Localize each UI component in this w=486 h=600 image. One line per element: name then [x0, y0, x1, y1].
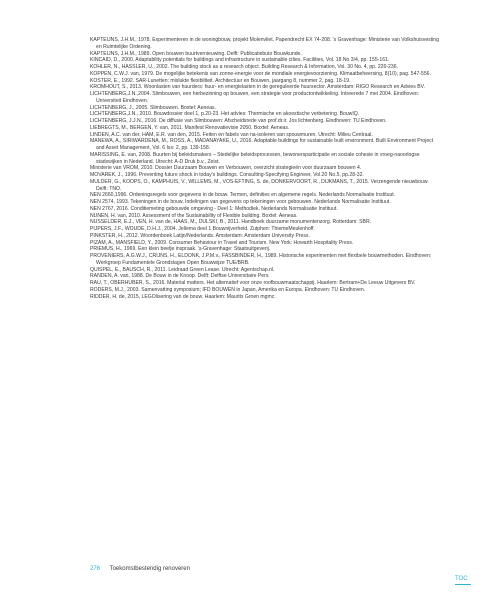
reference-entry: LINDEN, A.C. van der, HAM, E.R. van den, 2015. Feiten en fabels van na-isoleren van spouwmuren. Utrecht: Milieu Centraal.	[90, 131, 373, 138]
reference-entry: KROMHOUT, S., 2013. Woonlasten van huurders: huur- en energielasten in de gereguleerde huursector. Amsterdam: RIGO Research en Advies BV.	[90, 84, 425, 91]
reference-entry: MOVAREK, J., 1996. Preventing future shock in today's buildings. Consulting-Specifying Engineer, Vol.20 No.5, pp.28-32.	[90, 172, 364, 178]
reference-entry: KAPTEIJNS, J.H.M., 1978. Experimenteren in de woningbouw, projekt Molenvliet, Papendrecht EX 74-208. 's Gravenhage: Ministerie van Volkshuisvesting en Ruimtelijke Ordening.	[90, 37, 439, 50]
reference-entry: LIEBREGTS, M., BERGEN, Y. van, 2011. Manifest Renovatievisie 2050. Boxtel: Aeneas.	[90, 124, 290, 131]
reference-entry: KOHLER, N., HASSLER, U., 2002. The building stock as a research object. Building Research & Information, Vol. 30 No. 4, pp. 226-236.	[90, 64, 398, 70]
reference-entry: KOPPEN, C.W.J. van, 1979. De mogelijke betekenis van zonne-energie voor de mondiale energievoorziening. Klimaatbeheersing, 8(10), pag. 547-556.	[90, 70, 431, 77]
reference-entry: PIJPERS, J.F., WOUDE, D.H.J., 2004. Jellema deel 1 Bouwnijverheid. Zutphen: ThiemeMeulenhoff.	[90, 226, 315, 232]
reference-entry: LICHTENBERG, J., 2005. Slimbouwen. Boxtel: Aeneas.	[90, 104, 216, 111]
reference-entry: NUSSELDER, E.J., VEN, H. van de, HAAS, M., DULSKI, B., 2011. Handboek duurzame monumentenzorg. Rotterdam: SBR.	[90, 219, 372, 226]
reference-entry: NEN 2660,1996. Ordeningsregels voor gegevens in de bouw. Termen, definities en algemene regels. Nederlands Normalisatie Instituut.	[90, 192, 396, 199]
page-footer	[90, 566, 190, 572]
reference-entry: PRIEMUS, H., 1969. Een klein beetje inspraak. 's-Gravenhage: Staatsuitgeverij.	[90, 246, 271, 253]
reference-entry: LICHTENBERG,J.N., 2010. Bouwdossier deel 1, p.20-23. Het advies: Thermische en akoestische verbetering. BouwIQ.	[90, 111, 360, 118]
reference-entry: RODERS, M.J., 2003. Samenvatting symposium; IFD BOUWEN in Japan, Amerika en Europa. Eindhoven: TU Eindhoven.	[90, 286, 366, 293]
reference-entry: MULDER, G., KOOPS, O., KAMPHUIS, V., WILLEMS, M., VOS-EFTING, S. de, DONKERVOORT, R., DIJKMANS, T., 2015. Verzengende nieuwbouw. Delft: TNO.	[90, 178, 429, 192]
reference-entry: QUISPEL, E., BAUSCH, R., 2011. Leidraad Green Lease. Utrecht: Agentschap.nl.	[90, 266, 275, 273]
reference-entry: RANDEN, A. van, 1988. De Bouw in de Knoop. Delft: Delftse Universitaire Pers.	[90, 273, 270, 280]
reference-entry: NEN 2767, 2016. Conditiemeting gebouwde omgeving - Deel 1: Methodiek. Nederlands Normalisatie Instituut.	[90, 205, 338, 212]
book-title: Toekomstbestendig renoveren	[109, 566, 190, 572]
reference-entry: RIDDER, H. de, 2015, LEGOlisering van de bouw. Haarlem: Maurits Groen mgmc.	[90, 293, 276, 300]
reference-entry: KINCAID, D., 2000. Adaptability potentials for buildings and infrastructure in sustainable cities. Facilities, Vol. 18 No 3/4, pp. 155-161.	[90, 57, 390, 64]
reference-entry: Ministerie van VROM, 2010. Dossier Duurzaam Bouwen en Verbouwen, overzicht strategieën voor duurzaam bouwen 4.	[90, 165, 362, 172]
reference-entry: KOSTER, E., 1992. SAR-Lunetten: mislukte flexibiliteit. Architectuur en Bouwen, jaargang 8, nummer 2, pag. 18-19.	[90, 77, 351, 84]
reference-entry: KAPTEIJNS, J.H.M., 1989. Open bouwen buurtvernieuwing. Delft: Publicatiebuto Bouwkunde.	[90, 50, 302, 57]
reference-entry: RAU, T., OBERHUBER, S., 2016. Material matters. Het alternatief voor onze roofbouwmaatschappij. Haarlem: Bertram+De Leeuw Uitgevers BV.	[90, 280, 416, 286]
reference-entry: NUNEN, H. van, 2010. Assessment of the Sustainability of Flexible building. Boxtel: Aeneas.	[90, 212, 298, 219]
reference-entry: LICHTENBERG, J.J.N., 2016. De diffusie van Slimbouwen: Afscheidsrede van prof.dr.ir. Jos lichtenberg. Eindhoven: TU Eindhoven.	[90, 118, 387, 124]
reference-list	[90, 37, 440, 300]
toc-underline	[455, 584, 471, 585]
page-number: 276	[90, 566, 101, 572]
reference-entry: PINKSTER, H., 2012. Woordenboek Latijn/Nederlands. Amsterdam: Amsterdam University Press.	[90, 232, 310, 239]
reference-entry: PROVENIERS, A.G.W.J., CRIJNS, H., ELDONK, J.P.M.v., FASSBINDER, H., 1989. Historische experimenten met flexibele bouwmethoden. Eindhoven: Werkgroep Fundamentele Grondslagen Open Bouwwijze TUE/BRB.	[90, 253, 432, 266]
reference-entry: PIZAM, A., MANSFIELD, Y., 2009. Consumer Behaviour in Travel and Tourism. New York: Howarth Hospitality Press.	[90, 239, 354, 246]
reference-entry: LICHTENBERG,J.N.,2004. Slimbouwen, een herbezinning op bouwen, een strategie voor productontwikkeling. Intreerede 7 mei 2004. Eindhoven: Universiteit Eindhoven.	[90, 91, 420, 104]
reference-entry: NEN 2574, 1993. Tekeningen in de bouw, Indelingen van gegevens op tekeningen voor gebouwen. Nederlands Normalisatie Instituut.	[90, 199, 391, 205]
reference-entry: MARISSING, E. van, 2008. Buurten bij beleidsmakers – Stedelijke beleidsprocessen, bewonersparticipatie en sociale cohesie in vroeg-naoorlogse stadswijken in Nederland. Utrecht: A-D Druk b.v., Zeist.	[90, 151, 420, 165]
reference-entry: MANEWA, A., SIRIWARDENA, M., ROSS, A., MADANAYAKE, U., 2016. Adaptable buildings for sustainable built environment. Built Environment Project and Asset Management, Vol. 6 Iss: 2, pp. 139-158.	[90, 138, 434, 151]
toc-link[interactable]: TOC	[455, 576, 468, 582]
